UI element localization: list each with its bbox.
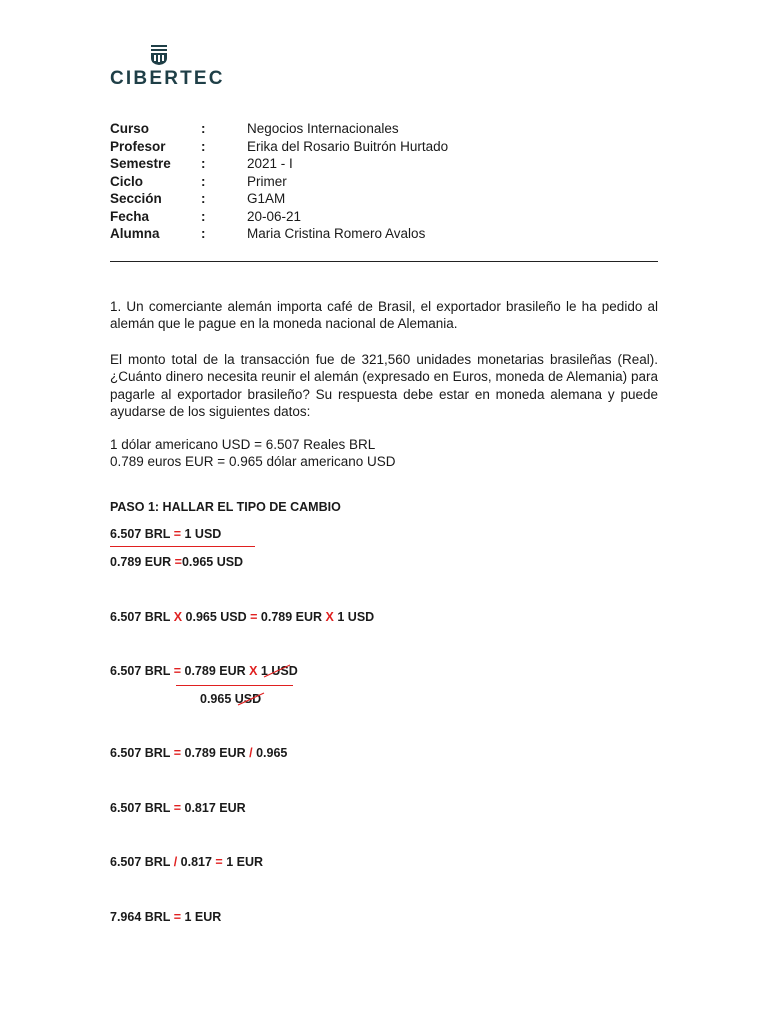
term: 1 EUR — [181, 910, 222, 924]
info-label: Curso — [110, 121, 150, 136]
crest-icon — [148, 44, 170, 66]
operator: X — [249, 664, 258, 678]
info-row-course — [110, 121, 630, 139]
info-colon: : — [201, 191, 206, 206]
operator: = — [173, 910, 182, 924]
step-title: PASO 1: HALLAR EL TIPO DE CAMBIO — [110, 500, 341, 514]
info-label: Ciclo — [110, 173, 144, 189]
formula-1-numerator — [110, 527, 221, 541]
info-value: 2021 - I — [247, 156, 293, 171]
formula-3-denominator: 0.965 USD — [200, 692, 262, 706]
term: 6.507 BRL — [110, 746, 174, 760]
info-label: Alumna — [110, 226, 160, 241]
info-colon: : — [201, 121, 206, 136]
term: 1 USD — [333, 610, 375, 624]
info-colon: : — [201, 138, 206, 154]
operator: = — [173, 746, 182, 760]
info-value: Erika del Rosario Buitrón Hurtado — [247, 138, 449, 154]
term: 1 USD — [181, 527, 222, 541]
info-row-date — [110, 209, 630, 227]
info-label: Fecha — [110, 208, 150, 224]
operator: = — [173, 664, 182, 678]
info-label: Sección — [110, 191, 162, 206]
term: 0.817 — [177, 855, 216, 869]
data-line-2: 0.789 euros EUR = 0.965 dólar americano USD — [110, 454, 396, 469]
formula-7 — [110, 910, 221, 924]
info-row-professor — [110, 139, 630, 157]
data-line-1: 1 dólar americano USD = 6.507 Reales BRL — [110, 437, 376, 452]
logo-text: CIBERTEC — [110, 68, 225, 89]
info-label: Semestre — [110, 156, 171, 171]
fraction-line — [110, 546, 255, 547]
info-colon: : — [201, 226, 206, 241]
info-colon: : — [201, 156, 206, 171]
info-row-section — [110, 191, 630, 209]
divider — [110, 261, 658, 262]
info-value: 20-06-21 — [247, 208, 302, 224]
operator: / — [249, 746, 253, 760]
info-label: Profesor — [110, 138, 166, 154]
question-paragraph-1: 1. Un comerciante alemán importa café de Brasil, el exportador brasileño le ha pedido al alemán que le pague en la moneda nacional de Alemania. — [110, 299, 658, 332]
info-value: Primer — [247, 173, 287, 189]
operator: = — [215, 855, 223, 869]
term: 0.965 USD — [181, 555, 244, 569]
operator: X — [325, 610, 334, 624]
operator: = — [173, 801, 182, 815]
question-paragraph-2: El monto total de la transacción fue de 321,560 unidades monetarias brasileñas (Real). ¿Cuánto dinero necesita reunir el alemán (expresado en Euros, moneda de Alemania) para pagarle al exportador brasileño? Su respuesta debe estar en moneda alemana y puede ayudarse de los siguientes datos: — [110, 352, 658, 419]
formula-2 — [110, 610, 374, 624]
term: 0.789 EUR — [181, 746, 250, 760]
formula-6 — [110, 855, 263, 869]
formula-1-denominator — [110, 555, 243, 569]
strike-mark — [262, 662, 292, 680]
operator: / — [173, 855, 178, 869]
fraction-line — [176, 685, 293, 686]
info-row-student — [110, 226, 630, 244]
term: 0.965 USD — [182, 610, 251, 624]
formula-5 — [110, 801, 246, 815]
info-value: G1AM — [247, 191, 286, 206]
operator: = — [173, 527, 182, 541]
term: 6.507 BRL — [110, 610, 174, 624]
operator: X — [173, 610, 183, 624]
info-row-cycle — [110, 174, 630, 192]
term: 0.789 EUR — [110, 555, 175, 569]
term: 7.964 BRL — [110, 910, 174, 924]
info-value: Maria Cristina Romero Avalos — [247, 226, 426, 241]
term: 6.507 BRL — [110, 664, 174, 678]
operator: = — [250, 610, 258, 624]
term: 0.789 EUR — [257, 610, 326, 624]
course-info — [110, 121, 630, 244]
term: 0.817 EUR — [181, 801, 246, 815]
term: 0.789 EUR — [181, 664, 250, 678]
info-colon: : — [201, 173, 206, 189]
term: 6.507 BRL — [110, 855, 174, 869]
info-colon: : — [201, 208, 206, 224]
term: 6.507 BRL — [110, 527, 174, 541]
term: 1 EUR — [222, 855, 264, 869]
formula-4 — [110, 746, 287, 760]
info-row-semester — [110, 156, 630, 174]
strike-mark — [236, 690, 266, 708]
operator: = — [174, 555, 182, 569]
term: 1 USD — [257, 664, 298, 678]
term: 6.507 BRL — [110, 801, 174, 815]
info-value: Negocios Internacionales — [247, 121, 399, 136]
term: 0.965 — [252, 746, 288, 760]
